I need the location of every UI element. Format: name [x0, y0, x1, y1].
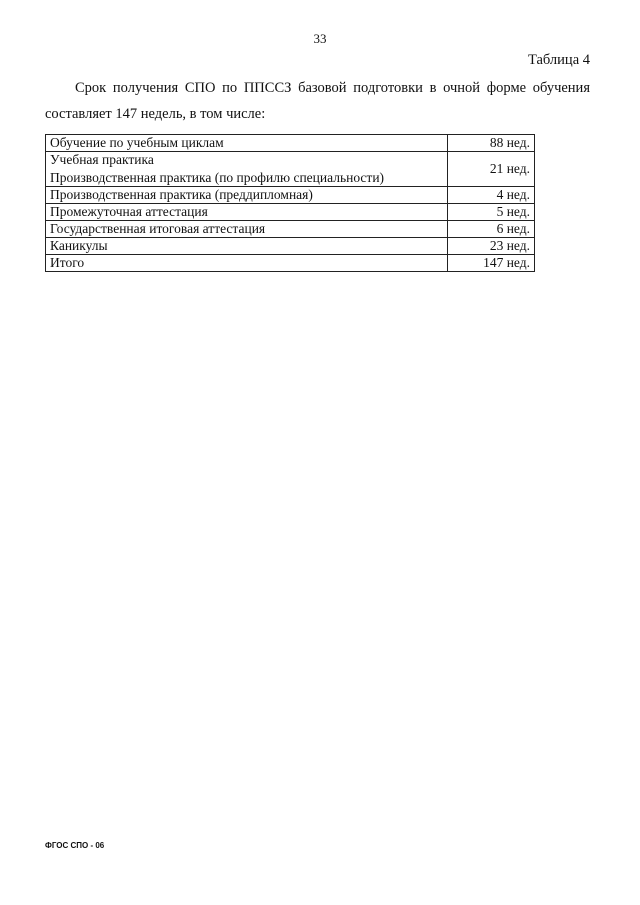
row-value: 5 нед.: [448, 204, 535, 221]
row-label: Обучение по учебным циклам: [46, 135, 448, 152]
row-value: 21 нед.: [448, 152, 535, 187]
row-value: 23 нед.: [448, 238, 535, 255]
page-number: 33: [313, 31, 327, 46]
row-label: Каникулы: [46, 238, 448, 255]
duration-table: [45, 134, 535, 272]
table-row: [46, 135, 535, 152]
row-value: 147 нед.: [448, 255, 535, 272]
row-label: Государственная итоговая аттестация: [46, 221, 448, 238]
row-label: Итого: [46, 255, 448, 272]
row-value: 6 нед.: [448, 221, 535, 238]
table-row: [46, 152, 535, 169]
intro-paragraph: [45, 75, 590, 127]
row-label: Производственная практика (преддипломная): [46, 187, 448, 204]
intro-line-1: Срок получения СПО по ППССЗ базовой подготовки в очной форме обучения: [75, 80, 590, 96]
row-label: Производственная практика (по профилю специальности): [46, 168, 448, 187]
table-row: [46, 187, 535, 204]
footer-document-code: ФГОС СПО - 06: [45, 841, 105, 850]
table-row-total: [46, 255, 535, 272]
row-value: 4 нед.: [448, 187, 535, 204]
table-caption: Таблица 4: [527, 52, 590, 68]
table-row: [46, 221, 535, 238]
intro-line-2: составляет 147 недель, в том числе:: [45, 106, 266, 122]
table-row: [46, 238, 535, 255]
row-value: 88 нед.: [448, 135, 535, 152]
table-row: [46, 204, 535, 221]
row-label: Промежуточная аттестация: [46, 204, 448, 221]
row-label: Учебная практика: [46, 152, 448, 169]
